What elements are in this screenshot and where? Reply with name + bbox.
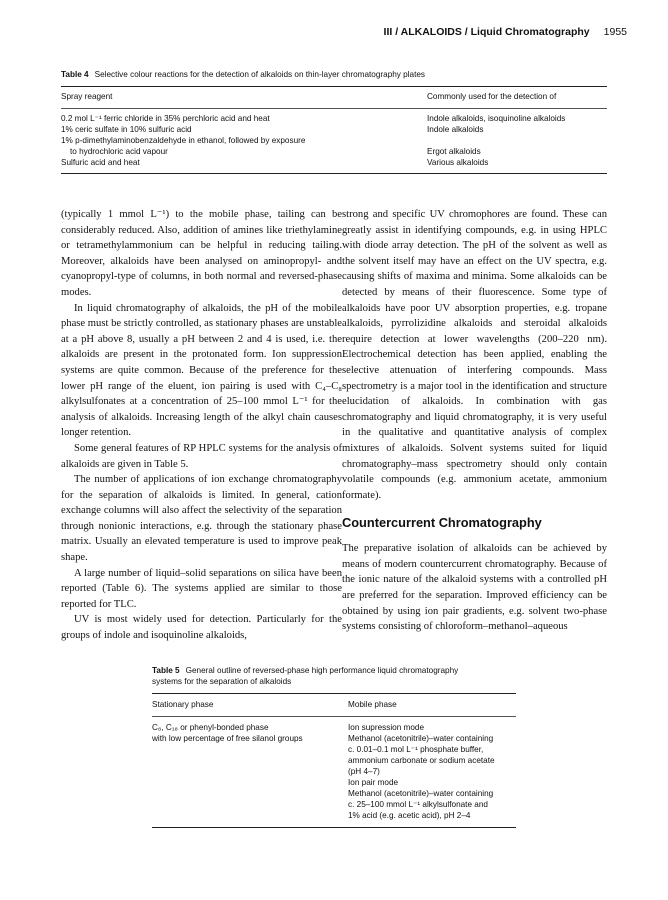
table4-row4-detection: Various alkaloids: [427, 158, 489, 167]
table4-row3-reagent: 1% p-dimethylaminobenzaldehyde in ethanol, followed by exposure: [61, 136, 306, 145]
table4-row1-detection: Indole alkaloids, isoquinoline alkaloids: [427, 114, 566, 123]
table5-mobile-line: 1% acid (e.g. acetic acid), pH 2–4: [348, 811, 471, 820]
table5-mobile-line: Ion supression mode: [348, 723, 425, 732]
table4-label: Table 4: [61, 70, 89, 79]
table4-top-rule: [61, 86, 607, 87]
paragraph: UV is most widely used for detection. Particularly for the groups of indole and isoquinoline alkaloids,: [61, 614, 342, 642]
section-paragraph: The preparative isolation of alkaloids can be achieved by means of modern countercurrent chromatography. Because of the ionic nature of the alkaloid systems with a controlled pH are preferred for the separation. Improved efficiency can be obtained by using ion pair gradients, e.g. solvent two-phase systems consisting of chloroform–methanol–aqueous: [342, 543, 607, 633]
table5-header-rule: [152, 716, 516, 717]
table4-row2-detection: Indole alkaloids: [427, 125, 484, 134]
paragraph: A large number of liquid–solid separations on silica have been reported (Table 6). The systems applied are similar to those reported for TLC.: [61, 567, 342, 610]
table4-row2-reagent: 1% ceric sulfate in 10% sulfuric acid: [61, 125, 192, 134]
table4-header-detection: Commonly used for the detection of: [427, 92, 557, 101]
table4-bottom-rule: [61, 173, 607, 174]
table5-mobile-line: (pH 4–7): [348, 767, 380, 776]
section-title: Countercurrent Chromatography: [342, 515, 542, 531]
paragraph: (typically 1 mmol L⁻¹) to the mobile phase, tailing can be considerably reduced. Also, addition of amines like triethylamine or tetramethylammonium can be helpful in reducing tailing. Moreover, alkaloids have been analysed on aminopropyl- and cyanopropyl-type of columns, in both normal and reversed-phase modes.: [61, 209, 342, 298]
table5-label: Table 5: [152, 666, 180, 675]
table5-mobile-line: c. 25–100 mmol L⁻¹ alkylsulfonate and: [348, 800, 488, 809]
table4-row1-reagent: 0.2 mol L⁻¹ ferric chloride in 35% perchloric acid and heat: [61, 114, 270, 123]
table5-mobile-line: ammonium carbonate or sodium acetate: [348, 756, 495, 765]
table5-bottom-rule: [152, 827, 516, 828]
paragraph: strong and specific UV chromophores are found. These can greatly assist in identifying compounds, e.g. in using HPLC with diode array detection. The pH of the solvent as well as the solvent itself may have an effect on the UV spectra, e.g. causing shifts of maxima and minima. Some alkaloids can be detected by means of their fluorescence. Some type of alkaloids have poor UV absorption properties, e.g. tropane alkaloids, pyrrolizidine alkaloids and steroidal alkaloids require detection at lower wavelengths (200–220 nm). Electrochemical detection has been applied, enabling the selective attenuation of interfering compounds. Mass spectrometry is a major tool in the identification and structure elucidation of alkaloids. In combination with gas chromatography and liquid chromatography, it is very useful in the qualitative and quantitative analysis of complex mixtures of alkaloids. Solvent systems suited for liquid chromatography–mass spectrometry should only contain volatile compounds (e.g. ammonium acetate, ammonium formate).: [342, 209, 607, 501]
table4-row3-reagent-cont: to hydrochloric acid vapour: [70, 147, 168, 156]
table5-stationary-line: C₈, C₁₈ or phenyl-bonded phase: [152, 723, 269, 732]
table4-row3-detection: Ergot alkaloids: [427, 147, 481, 156]
table5-top-rule: [152, 693, 516, 694]
running-head: [0, 26, 627, 38]
paragraph: Some general features of RP HPLC systems for the analysis of alkaloids are given in Table 5.: [61, 442, 342, 470]
page-number: 1955: [603, 26, 627, 38]
table4-row4-reagent: Sulfuric acid and heat: [61, 158, 140, 167]
table5-header-mobile: Mobile phase: [348, 700, 397, 709]
table4-header-rule: [61, 108, 607, 109]
left-column: [61, 207, 342, 644]
table4-header-reagent: Spray reagent: [61, 92, 113, 101]
paragraph: The number of applications of ion exchange chromatography for the separation of alkaloids is limited. In general, cation exchange columns will also affect the selectivity of the separation through nonionic interactions, e.g. through the stationary phase matrix. Usually an elevated temperature is used to improve peak shape.: [61, 474, 342, 564]
table5-header-stationary: Stationary phase: [152, 700, 214, 709]
table5-caption-line2: systems for the separation of alkaloids: [152, 677, 292, 686]
table5-caption: [152, 666, 458, 677]
table5-stationary-line: with low percentage of free silanol groups: [152, 734, 303, 743]
right-column: [342, 207, 607, 635]
table5-mobile-line: c. 0.01–0.1 mol L⁻¹ phosphate buffer,: [348, 745, 484, 754]
table5-mobile-line: Methanol (acetonitrile)–water containing: [348, 789, 494, 798]
table5-caption-line1: General outline of reversed-phase high performance liquid chromatography: [185, 666, 459, 675]
table5-mobile-line: Methanol (acetonitrile)–water containing: [348, 734, 494, 743]
table4-caption-text: Selective colour reactions for the detection of alkaloids on thin-layer chromatography plates: [94, 70, 426, 79]
paragraph: In liquid chromatography of alkaloids, the pH of the mobile phase must be strictly controlled, as stationary phases are unstable at a pH above 8, usually a pH between 2 and 4 is used, i.e. the alkaloids are present in the protonated form. Ion suppression systems are quite common. Because of the preference for the lower pH range of the eluent, ion pairing is used with C₄–C₈ alkylsulfonates at a concentration of 25–100 mmol L⁻¹ for the analysis of alkaloids. Increasing length of the alkyl chain causes longer retention.: [61, 302, 342, 439]
table5-mobile-line: Ion pair mode: [348, 778, 399, 787]
running-title: III / ALKALOIDS / Liquid Chromatography: [383, 26, 590, 38]
table4-caption: [61, 70, 425, 81]
